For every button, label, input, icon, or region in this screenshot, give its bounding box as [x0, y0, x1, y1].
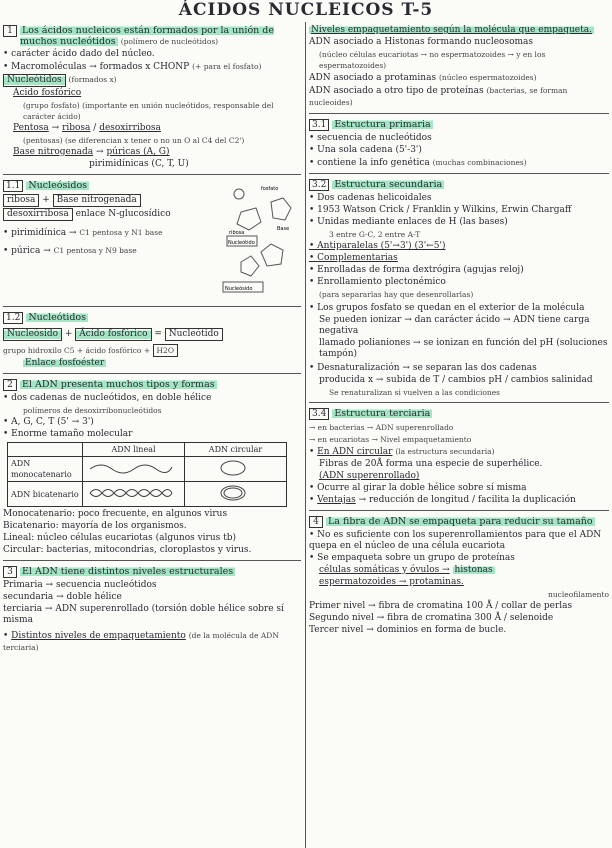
separator: [3, 306, 301, 307]
section-title: Estructura secundaria: [334, 179, 443, 190]
note-text: (grupo fosfato) (importante en unión nucleótidos, responsable del carácter ácido): [23, 101, 274, 121]
bullet-text: ADN asociado a protaminas: [309, 73, 437, 83]
boxed-term: Nucleótido: [165, 328, 223, 341]
section-number: 3.2: [309, 179, 329, 191]
note-text: (+ para el fosfato): [192, 62, 262, 71]
section-number: 1.2: [3, 312, 23, 324]
adn-table: [7, 442, 287, 507]
note-text: (bacterias, se forman nucleoides): [309, 86, 568, 107]
table-header: [8, 443, 83, 457]
section-3-2: [309, 179, 609, 398]
bullet-text: ADN asociado a Histonas formando nucleosomas: [309, 37, 534, 47]
section-title: Los ácidos nucleicos están formados por la unión de muchos nucleótidos: [20, 25, 275, 47]
separator: [309, 510, 609, 511]
section-title: El ADN presenta muchos tipos y formas: [22, 379, 215, 390]
bullet-text: En ADN circular: [317, 447, 393, 457]
section-number: 3.4: [309, 408, 329, 420]
term: Ácido fosfórico: [13, 88, 82, 98]
bullet-text: Fibras de 20Å forma una especie de superhélice.: [319, 459, 543, 469]
bullet-text: • Enrolladas de forma dextrógira (agujas reloj): [309, 265, 609, 276]
level-text: Tercer nivel → dominios en forma de bucle.: [309, 625, 507, 635]
note-text: → en bacterias → ADN superenrollado: [309, 423, 454, 432]
definition: Lineal: núcleo células eucariotas (algunos virus tb): [3, 533, 237, 543]
term: histonas: [454, 565, 493, 575]
bullet-text: • dos cadenas de nucleótidos, en doble hélice: [3, 393, 301, 404]
note-text: → en eucariotas → Nivel empaquetamiento: [309, 435, 472, 444]
bullet-text: • Antiparalelas (5'→3') (3'←5'): [309, 241, 609, 252]
left-column: [3, 22, 301, 655]
bullet-text: producida x → subida de T / cambios pH / cambios salinidad: [319, 375, 593, 385]
formula: C1 pentosa y N1 base: [79, 228, 163, 237]
section-4: [309, 516, 609, 636]
term: ribosa: [62, 123, 91, 133]
section-number: 3.1: [309, 119, 329, 131]
sketch-label: Nucleótido: [228, 240, 255, 246]
definition: Circular: bacterias, mitocondrias, cloroplastos y virus.: [3, 545, 252, 555]
note-text: (núcleo células eucariotas → no espermatozoides → y en los espermatozoides): [319, 50, 546, 70]
bullet-text: • Una sola cadena (5'-3'): [309, 145, 609, 156]
term: Ventajas: [317, 495, 356, 505]
boxed-term: Base nitrogenada: [53, 194, 141, 207]
section-1: 1 Los ácidos nucleicos están formados por la unión de muchos nucleótidos (polímero de nucleótidos) • carácter ácido dado del núcleo. • Macromoléculas → formados x CHONP (+ para el fosfato) Nucleótidos (formados x) Ácido fosfórico (grupo fosfato) (importante en unión nucleótidos, responsable del carácter ácido) Pentosa → ribosa / desoxirribosa (pentosas) (se diferencian x tener o no un O al C4 del C2') Base nitrogenada → púricas (A, G) pirimidínicas (C, T, U): [3, 25, 301, 170]
separator: [309, 173, 609, 174]
table-cell-sketch: [185, 457, 287, 482]
boxed-term: H2O: [153, 344, 178, 357]
note-text: nucleofilamento: [548, 590, 609, 599]
section-2: [3, 379, 301, 556]
section-number: 2: [3, 379, 17, 391]
section-title: Nucleósidos: [28, 180, 88, 191]
term: pirimidínica: [11, 228, 67, 238]
bullet-text: facilita la duplicación: [477, 495, 576, 505]
boxed-term: ribosa: [3, 194, 39, 207]
term: pirimidínicas (C, T, U): [89, 159, 189, 169]
sketch-label: Base: [277, 226, 290, 232]
section-1-2: 1.2 Nucleótidos Nucleósido + Ácido fosfórico = Nucleótido grupo hidroxilo C5 + ácido fosfórico + H2O Enlace fosfoéster: [3, 312, 301, 369]
bullet-text: • Complementarias: [309, 253, 609, 264]
level-text: Segundo nivel → fibra de cromatina 300 Å / selenoide: [309, 613, 554, 623]
section-title: Estructura terciaria: [334, 408, 431, 419]
definition: Monocatenario: poco frecuente, en algunos virus: [3, 509, 228, 519]
table-header: ADN circular: [185, 443, 287, 457]
term: Pentosa: [13, 123, 49, 133]
formula: C1 pentosa y N9 base: [53, 246, 137, 255]
section-title: Nucleótidos: [28, 312, 86, 323]
note-text: grupo hidroxilo C5: [3, 346, 75, 355]
note-text: (formados x): [68, 75, 117, 84]
definition: secundaria → doble hélice: [3, 592, 122, 602]
table-cell-sketch: [83, 482, 185, 507]
bullet-text: • Desnaturalización → se separan las dos cadenas: [309, 363, 609, 374]
page-title: ÁCIDOS NUCLEICOS T-5: [178, 0, 434, 20]
definition: terciaria → ADN superenrollado (torsión doble hélice sobre sí misma: [3, 604, 284, 625]
bullet-text: • Dos cadenas helicoidales: [309, 193, 609, 204]
section-3-1: [309, 119, 609, 169]
bullet-text: ADN asociado a otro tipo de proteínas: [309, 86, 484, 96]
note-text: polímeros de desoxirribonucleótidos: [23, 406, 162, 415]
bullet-text: • 1953 Watson Crick / Franklin y Wilkins, Erwin Chargaff: [309, 205, 609, 216]
bullet-text: • secuencia de nucleótidos: [309, 133, 609, 144]
bullet-text: • carácter ácido dado del núcleo.: [3, 49, 301, 60]
bullet-text: espermatozoides → protaminas.: [319, 577, 464, 587]
boxed-term: Nucleósido: [3, 328, 62, 341]
bullet-text: • A, G, C, T (5' → 3'): [3, 417, 301, 428]
section-title-note: (polímero de nucleótidos): [120, 37, 219, 46]
boxed-term: Ácido fosfórico: [75, 328, 151, 341]
sketch-label: fosfato: [261, 186, 279, 192]
note-text: (pentosas) (se diferencian x tener o no un O al C4 del C2'): [23, 136, 245, 145]
term: Distintos niveles de empaquetamiento: [11, 631, 186, 641]
separator: [309, 113, 609, 114]
sketch-label: Nucleósido: [225, 286, 253, 292]
bullet-text: (ADN superenrollado): [319, 471, 420, 481]
bullet-text: contiene la info genética: [317, 158, 430, 168]
bullet-text: • Se empaqueta sobre un grupo de proteínas: [309, 553, 609, 564]
boxed-term: desoxirribosa: [3, 208, 73, 221]
level-text: Primer nivel → fibra de cromatina 100 Å / collar de perlas: [309, 601, 573, 611]
section-number: 1: [3, 25, 17, 37]
bullet-text: reducción de longitud: [369, 495, 470, 505]
separator: [3, 373, 301, 374]
separator: [3, 560, 301, 561]
bullet-text: • Enrollamiento plectonémico: [309, 277, 609, 288]
definition: Primaria → secuencia nucleótidos: [3, 580, 157, 590]
note-text: (para separarlas hay que desenrollarlas): [319, 290, 474, 299]
note-text: (núcleo espermatozoides): [438, 73, 537, 82]
table-cell-sketch: [83, 457, 185, 482]
section-1-1: 1.1 Nucleósidos ribosa + Base nitrogenada desoxirribosa enlace N-glucosídico • pirimidínica → C1 pentosa y N1 base • púrica → C1 pentosa y N9 base fosfato Base ribosa Nucleótido Nucleósido: [3, 180, 301, 302]
note-text: (la estructura secundaria): [395, 447, 495, 456]
table-row-label: ADN monocatenario: [8, 457, 83, 482]
note-text: (de la molécula de ADN terciaria): [3, 631, 279, 652]
section-title: La fibra de ADN se empaqueta para reducir su tamaño: [328, 516, 593, 527]
sketch-label: ribosa: [229, 230, 245, 236]
section-title: Estructura primaria: [334, 119, 431, 130]
term: Enlace fosfoéster: [25, 358, 105, 368]
nucleotide-sketch: [221, 182, 299, 294]
term: desoxirribosa: [99, 123, 161, 133]
bullet-text: • No es suficiente con los superenrollamientos para que el ADN quepa en el núcleo de una célula eucariota: [309, 530, 609, 552]
definition: Bicatenario: mayoría de los organismos.: [3, 521, 187, 531]
table-header: ADN lineal: [83, 443, 185, 457]
bullet-text: Se pueden ionizar → dan carácter ácido → ADN tiene carga negativa: [319, 315, 590, 336]
bullet-text: Unidas mediante enlaces de H (las bases): [317, 217, 508, 227]
note-text: (muchas combinaciones): [432, 158, 527, 167]
bullet-text: • Ocurre al girar la doble hélice sobre sí misma: [309, 483, 609, 494]
separator: [3, 174, 301, 175]
separator: [309, 402, 609, 403]
bullet-text: llamado polianiones → se ionizan en función del pH (soluciones tampón): [319, 338, 608, 359]
term: púrica: [11, 246, 41, 256]
column-divider: [305, 22, 306, 848]
table-cell-sketch: [185, 482, 287, 507]
term: púricas (A, G): [106, 147, 170, 157]
section-3-4: 3.4 Estructura terciaria → en bacterias → ADN superenrollado → en eucariotas → Nivel empaquetamiento • En ADN circular (la estructura secundaria) Fibras de 20Å forma una especie de superhélice. (ADN superenrollado) • Ocurre al girar la doble hélice sobre sí misma • Ventajas → reducción de longitud / facilita la duplicación: [309, 408, 609, 506]
section-number: 3: [3, 566, 17, 578]
section-title: El ADN tiene distintos niveles estructurales: [22, 566, 234, 577]
section-3: [3, 566, 301, 654]
table-row-label: ADN bicatenario: [8, 482, 83, 507]
note-text: 3 entre G-C, 2 entre A-T: [329, 230, 421, 239]
packaging-levels: [309, 25, 609, 109]
note-text: ácido fosfórico: [85, 346, 142, 355]
bullet-text: Macromoléculas → formados x CHONP: [11, 62, 190, 72]
boxed-term: Nucleótidos: [3, 74, 66, 87]
section-number: 1.1: [3, 180, 23, 192]
section-title: Niveles empaquetamiento según la molécula que empaqueta.: [311, 25, 592, 35]
bullet-text: • Enorme tamaño molecular: [3, 429, 301, 440]
right-column: [309, 22, 609, 637]
bullet-text: • Los grupos fosfato se quedan en el exterior de la molécula: [309, 303, 609, 314]
section-number: 4: [309, 516, 323, 528]
term: Base nitrogenada: [13, 147, 94, 157]
term: enlace N-glucosídico: [75, 209, 171, 219]
note-text: Se renaturalizan si vuelven a las condiciones: [329, 388, 500, 397]
bullet-text: células somáticas y óvulos →: [319, 565, 450, 575]
